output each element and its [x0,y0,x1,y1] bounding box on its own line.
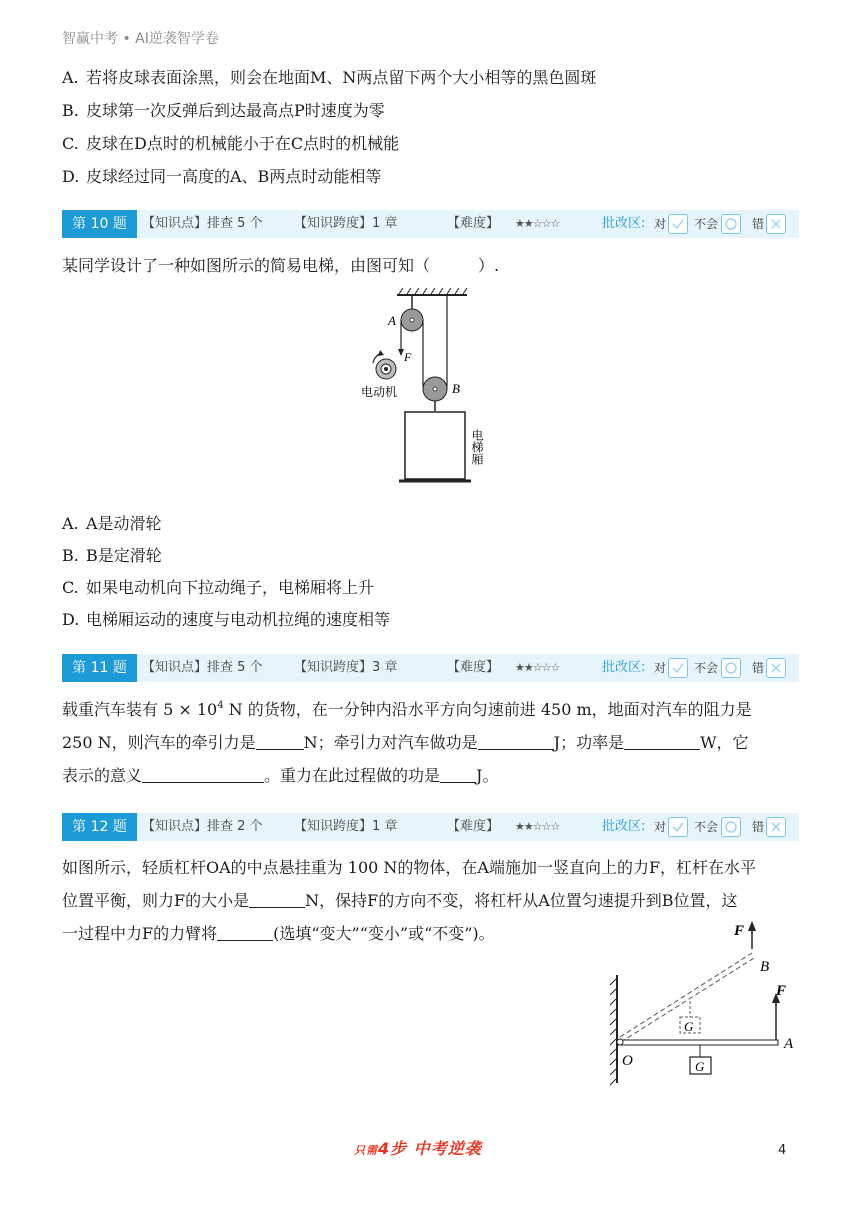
check-icon [671,217,685,231]
q12-line-3: 一过程中力F的力臂将 (选填“变大”“变小”或“不变”)。 [62,924,495,943]
footer-slogan: 只需4步 中考逆袭 [354,1139,482,1158]
cross-icon [769,820,783,834]
q12-line-1: 如图所示，轻质杠杆OA的中点悬挂重为 100 N的物体，在A端施加一竖直向上的力F，杠杆在水平 [62,858,757,877]
grade-unknown-checkbox[interactable] [721,817,741,837]
grade-wrong-checkbox[interactable] [766,817,786,837]
blank-work[interactable] [478,734,554,750]
blank-gravity-work[interactable] [440,767,476,783]
question-bar-10 [62,210,799,238]
q11-line-1: 载重汽车装有 $5 \times 10^4$ N 的货物，在一分钟内沿水平方向匀速前进 450 m，地面对汽车的阻力是 [62,700,752,719]
q9-option-c: C. 皮球在D点时的机械能小于在C点时的机械能 [62,134,400,153]
q11-line-3: 表示的意义 。重力在此过程做的功是 J。 [62,766,499,785]
knowledge-points: 【知识点】排查 5 个 [142,216,263,231]
circle-icon [724,820,738,834]
label-f: F [776,983,787,999]
label-b: B [760,959,770,975]
difficulty-label: 【难度】 [447,216,500,231]
q10-option-d: D. 电梯厢运动的速度与电动机拉绳的速度相等 [62,610,391,629]
knowledge-span: 【知识跨度】1 章 [294,819,398,834]
q9-option-d: D. 皮球经过同一高度的A、B两点时动能相等 [62,167,382,186]
grade-correct-checkbox[interactable] [668,214,688,234]
q10-stem: 某同学设计了一种如图所示的简易电梯，由图可知（ ）. [62,256,500,275]
grade-unknown-checkbox[interactable] [721,658,741,678]
grade-unknown-label: 不会 [694,217,719,231]
check-icon [671,820,685,834]
q11-line-2: 250 N，则汽车的牵引力是 N；牵引力对汽车做功是 J；功率是 W，它 [62,733,749,752]
page-number: 4 [778,1143,787,1158]
label-a: A [388,313,396,328]
question-bar-11 [62,654,799,682]
grade-wrong-checkbox[interactable] [766,214,786,234]
grade-correct-label: 对 [654,820,667,834]
label-car: 电梯厢 [470,429,484,465]
question-number: 第 10 题 [62,210,137,238]
grading-label: 批改区: [602,216,646,231]
difficulty-stars: ★★☆☆☆ [515,661,560,674]
label-g-dashed: G [684,1019,694,1034]
grade-wrong-checkbox[interactable] [766,658,786,678]
grade-correct-label: 对 [654,217,667,231]
grade-wrong-label: 错 [752,820,765,834]
q10-option-c: C. 如果电动机向下拉动绳子，电梯厢将上升 [62,578,375,597]
knowledge-points: 【知识点】排查 5 个 [142,660,263,675]
difficulty-stars: ★★☆☆☆ [515,217,560,230]
question-bar-12 [62,813,799,841]
difficulty-label: 【难度】 [447,660,500,675]
knowledge-span: 【知识跨度】1 章 [294,216,398,231]
grading-label: 批改区: [602,819,646,834]
question-number: 第 12 题 [62,813,137,841]
q12-line-2: 位置平衡，则力F的大小是 N，保持F的方向不变，将杠杆从A位置匀速提升到B位置，这 [62,891,738,910]
label-o: O [622,1053,633,1069]
circle-icon [724,661,738,675]
knowledge-points: 【知识点】排查 2 个 [142,819,263,834]
question-number: 第 11 题 [62,654,137,682]
cross-icon [769,661,783,675]
label-motor: 电动机 [361,385,398,399]
blank-lever-arm[interactable] [217,925,273,941]
label-g: G [695,1059,705,1074]
q9-option-b: B. 皮球第一次反弹后到达最高点P时速度为零 [62,101,385,120]
q10-option-b: B. B是定滑轮 [62,546,162,565]
grade-wrong-label: 错 [752,217,765,231]
check-icon [671,661,685,675]
cross-icon [769,217,783,231]
knowledge-span: 【知识跨度】3 章 [294,660,398,675]
grade-correct-label: 对 [654,661,667,675]
circle-icon [724,217,738,231]
lever-oa [618,1040,778,1045]
grade-correct-checkbox[interactable] [668,817,688,837]
blank-power[interactable] [624,734,700,750]
lever-figure [600,915,805,1087]
blank-force-f[interactable] [249,892,305,908]
grade-unknown-label: 不会 [694,661,719,675]
grade-unknown-label: 不会 [694,820,719,834]
grading-label: 批改区: [602,660,646,675]
elevator-pulley-figure [355,285,505,490]
difficulty-stars: ★★☆☆☆ [515,820,560,833]
grade-wrong-label: 错 [752,661,765,675]
label-a: A [784,1036,794,1052]
blank-traction-force[interactable] [256,734,304,750]
blank-meaning[interactable] [142,767,264,783]
label-f: F [404,350,412,364]
label-f-top: F [734,923,745,939]
q9-option-a: A. 若将皮球表面涂黑，则会在地面M、N两点留下两个大小相等的黑色圆斑 [62,68,597,87]
q10-option-a: A. A是动滑轮 [62,514,162,533]
header-brand: 智赢中考 • AI逆袭智学卷 [62,31,219,47]
grade-unknown-checkbox[interactable] [721,214,741,234]
label-b: B [452,381,460,396]
grade-correct-checkbox[interactable] [668,658,688,678]
difficulty-label: 【难度】 [447,819,500,834]
elevator-car [405,412,465,479]
